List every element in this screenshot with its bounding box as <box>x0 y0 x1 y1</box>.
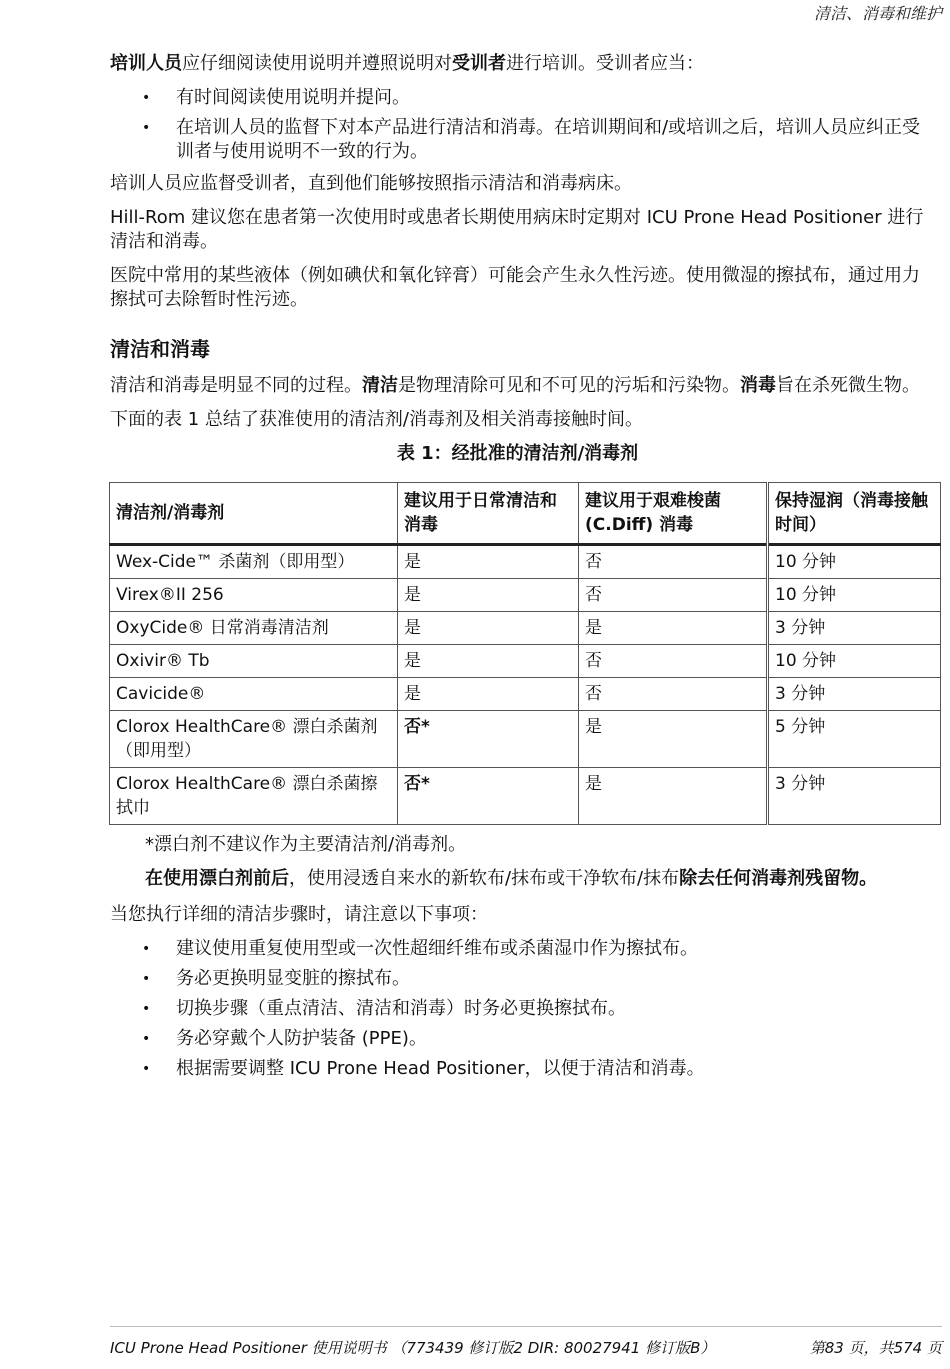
table-header-cell: 建议用于日常清洁和消毒 <box>398 483 579 545</box>
table-header-cell: 清洁剂/消毒剂 <box>110 483 398 545</box>
bleach-note <box>145 867 925 891</box>
table-cell: 是 <box>579 768 768 825</box>
table-cell: 是 <box>398 612 579 645</box>
table-cell: 10 分钟 <box>768 645 941 678</box>
page-header-section: 清洁、消毒和维护 <box>813 4 942 23</box>
list-item-text: 建议使用重复使用型或一次性超细纤维布或杀菌湿巾作为擦拭布。 <box>176 938 698 959</box>
table-cell: Cavicide® <box>110 678 398 711</box>
list-item <box>110 1057 925 1081</box>
table-header-cell: 保持湿润（消毒接触时间） <box>768 483 941 545</box>
table-cell: 否 <box>579 645 768 678</box>
table-cell: 是 <box>398 579 579 612</box>
table-cell: 否 <box>579 579 768 612</box>
section-paragraph-definitions <box>110 374 925 398</box>
list-item <box>110 86 925 110</box>
table-row <box>110 768 941 825</box>
text-segment: ，使用浸透自来水的新软布/抹布或干净软布/抹布 <box>289 868 680 889</box>
table-row <box>110 579 941 612</box>
section-paragraph-table-intro: 下面的表 1 总结了获准使用的清洁剂/消毒剂及相关消毒接触时间。 <box>110 409 643 430</box>
list-item-text: 务必更换明显变脏的擦拭布。 <box>176 968 410 989</box>
table-row <box>110 711 941 768</box>
table-cell: 10 分钟 <box>768 579 941 612</box>
table-cell: 是 <box>579 612 768 645</box>
list-item <box>110 116 925 164</box>
list-item <box>110 997 925 1021</box>
list-item-text: 有时间阅读使用说明并提问。 <box>176 87 410 108</box>
intro-paragraph-supervise: 培训人员应监督受训者，直到他们能够按照指示清洁和消毒病床。 <box>110 173 632 194</box>
table-cell: 5 分钟 <box>768 711 941 768</box>
intro-paragraph-trainers <box>110 52 925 76</box>
text-segment: 是物理清除可见和不可见的污垢和污染物。 <box>398 375 740 396</box>
table-cell: 是 <box>398 678 579 711</box>
text-segment: 应仔细阅读使用说明并遵照说明对 <box>182 53 452 74</box>
table-cell: Virex®II 256 <box>110 579 398 612</box>
table-cell: 3 分钟 <box>768 612 941 645</box>
bold-disinfection: 消毒 <box>740 375 776 396</box>
table-cell: 是 <box>579 711 768 768</box>
bullet-icon: • <box>142 971 151 987</box>
table-cell: 否 <box>579 545 768 579</box>
table-row <box>110 645 941 678</box>
list-item <box>110 937 925 961</box>
table-row <box>110 612 941 645</box>
trainee-bullet-list <box>110 86 925 164</box>
table-cell: 否 <box>579 678 768 711</box>
text-segment: 清洁和消毒是明显不同的过程。 <box>110 375 362 396</box>
table-cell: Clorox HealthCare® 漂白杀菌擦拭巾 <box>110 768 398 825</box>
table-cell: OxyCide® 日常消毒清洁剂 <box>110 612 398 645</box>
table-cell: 否* <box>398 711 579 768</box>
table-cell: Wex-Cide™ 杀菌剂（即用型） <box>110 545 398 579</box>
table-cell: 否* <box>398 768 579 825</box>
table-row <box>110 678 941 711</box>
cleaning-steps-lead: 当您执行详细的清洁步骤时，请注意以下事项： <box>110 904 488 925</box>
table-header-row <box>110 483 941 545</box>
list-item-text: 务必穿戴个人防护装备 (PPE)。 <box>176 1028 427 1049</box>
bullet-icon: • <box>142 1031 151 1047</box>
footer-document-info: ICU Prone Head Positioner 使用说明书 （773439 修订版2 DIR: 80027941 修订版B） <box>110 1339 716 1357</box>
table-cell: 是 <box>398 645 579 678</box>
list-item <box>110 1027 925 1051</box>
list-item-text: 切换步骤（重点清洁、清洁和消毒）时务必更换擦拭布。 <box>176 998 626 1019</box>
list-item-text: 根据需要调整 ICU Prone Head Positioner，以便于清洁和消毒。 <box>176 1058 705 1079</box>
table-cell: 3 分钟 <box>768 768 941 825</box>
bold-remove-residue: 除去任何消毒剂残留物。 <box>679 868 878 889</box>
footer-page-number: 第83 页，共574 页 <box>809 1339 942 1357</box>
bold-cleaning: 清洁 <box>362 375 398 396</box>
table-cell: 是 <box>398 545 579 579</box>
cleaning-steps-list <box>110 937 925 1081</box>
list-item-text: 在培训人员的监督下对本产品进行清洁和消毒。在培训期间和/或培训之后，培训人员应纠正受训者与使用说明不一致的行为。 <box>176 117 921 162</box>
bullet-icon: • <box>142 1001 151 1017</box>
table-title: 表 1：经批准的清洁剂/消毒剂 <box>396 443 639 464</box>
intro-paragraph-hillrom: Hill-Rom 建议您在患者第一次使用时或患者长期使用病床时定期对 ICU Prone Head Positioner 进行清洁和消毒。 <box>110 207 924 252</box>
footer-divider <box>110 1326 942 1327</box>
page-content <box>110 52 928 1089</box>
table-cell: 3 分钟 <box>768 678 941 711</box>
bullet-icon: • <box>142 90 151 106</box>
bold-trainees: 受训者 <box>452 53 506 74</box>
bullet-icon: • <box>142 1061 151 1077</box>
bold-trainers: 培训人员 <box>110 53 182 74</box>
table-row <box>110 545 941 579</box>
bullet-icon: • <box>142 941 151 957</box>
table-cell: Oxivir® Tb <box>110 645 398 678</box>
table-header-cell: 建议用于艰难梭菌 (C.Diff) 消毒 <box>579 483 768 545</box>
disinfectant-table <box>109 482 941 825</box>
bold-before-after-bleach: 在使用漂白剂前后 <box>145 868 289 889</box>
text-segment: 进行培训。受训者应当： <box>506 53 704 74</box>
list-item <box>110 967 925 991</box>
bullet-icon: • <box>142 120 151 136</box>
intro-paragraph-stains: 医院中常用的某些液体（例如碘伏和氧化锌膏）可能会产生永久性污迹。使用微湿的擦拭布，通过用力擦拭可去除暂时性污迹。 <box>110 265 920 310</box>
section-heading: 清洁和消毒 <box>110 337 210 361</box>
table-cell: 10 分钟 <box>768 545 941 579</box>
table-cell: Clorox HealthCare® 漂白杀菌剂（即用型） <box>110 711 398 768</box>
bleach-footnote: *漂白剂不建议作为主要清洁剂/消毒剂。 <box>145 834 467 855</box>
text-segment: 旨在杀死微生物。 <box>776 375 920 396</box>
